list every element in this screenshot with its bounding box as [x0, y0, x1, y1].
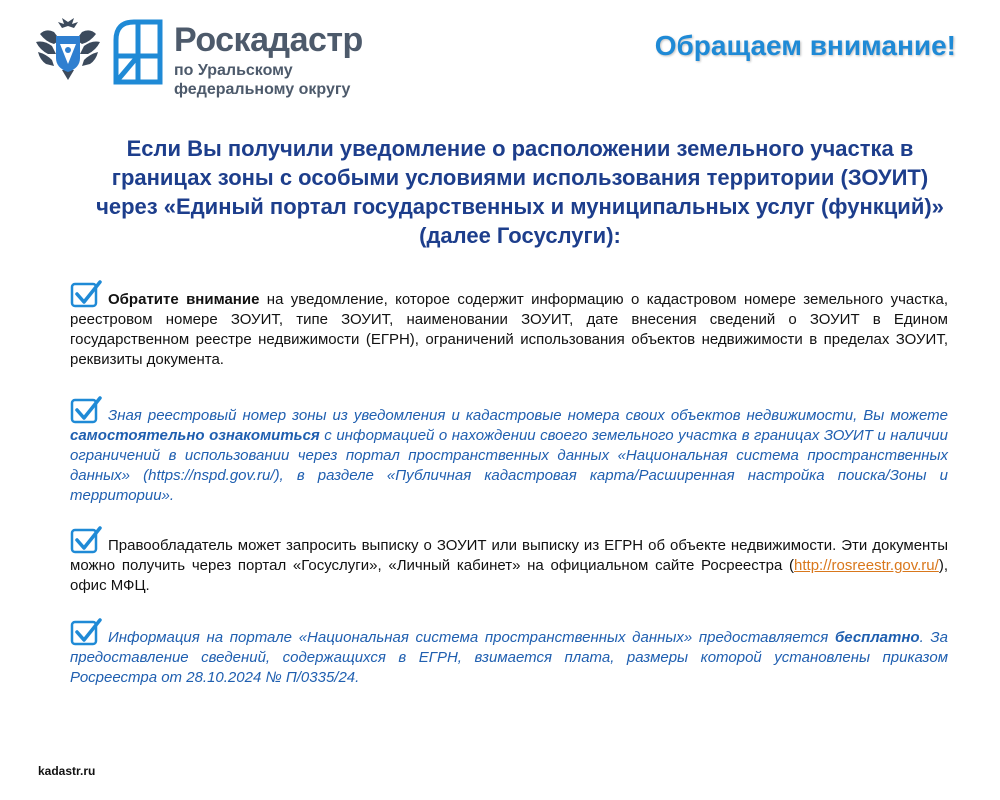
- free-text2: . За предоставление сведений, содержащихся в ЕГРН, взимается плата, размеры которой установлены приказом Росреестра от 28.10.2024 № П/0335/24.: [70, 629, 948, 686]
- attention-title: Обращаем внимание!: [654, 30, 956, 61]
- checkbox-checked-icon: [70, 618, 102, 646]
- brand-subtitle-line1: по Уральскому: [174, 62, 293, 79]
- header: [0, 0, 1000, 110]
- free-text1: Информация на портале «Национальная система пространственных данных» предоставляется: [108, 629, 835, 646]
- info-block-free: [70, 618, 948, 688]
- checkbox-checked-icon: [70, 526, 102, 554]
- checkbox-checked-icon: [70, 280, 102, 308]
- rosreestr-link[interactable]: http://rosreestr.gov.ru/: [794, 557, 939, 574]
- free-bold: бесплатно: [835, 629, 920, 646]
- brand: [174, 22, 363, 99]
- info-block-notice: [70, 280, 948, 370]
- info-block-self-check: [70, 396, 948, 506]
- brand-subtitle-line2: федеральному округу: [174, 81, 351, 98]
- self-check-bold: самостоятельно ознакомиться: [70, 427, 320, 444]
- brand-name: Роскадастр: [174, 21, 363, 59]
- self-check-text1: Зная реестровый номер зоны из уведомления и кадастровые номера своих объектов недвижимости, Вы можете: [108, 407, 948, 424]
- headline: Если Вы получили уведомление о расположении земельного участка в границах зоны с особыми условиями использования территории (ЗОУИТ) через «Единый портал государственных и муниципальных услуг (функций)» (далее Госуслуги):: [96, 136, 944, 248]
- roskadastr-logo-icon: [110, 16, 166, 88]
- extract-text1: Правообладатель может запросить выписку о ЗОУИТ или выписку из ЕГРН об объекте недвижимости. Эти документы можно получить через портал «Госуслуги», «Личный кабинет» на официальном сайте Росреестра (: [70, 537, 948, 574]
- eagle-emblem-icon: [32, 14, 104, 84]
- notice-bold: Обратите внимание: [108, 291, 260, 308]
- self-check-text2: с информацией о нахождении своего земельного участка в границах ЗОУИТ и наличии ограничений в использовании через портал пространственных данных «Национальная система пространственных данных» (https://nspd.gov.ru/), в разделе «Публичная кадастровая карта/Расширенная настройка поиска/Зоны и территории».: [70, 427, 948, 504]
- extract-text2: ), офис МФЦ.: [70, 557, 948, 594]
- info-block-extract: [70, 526, 948, 596]
- footer-site: kadastr.ru: [38, 764, 96, 778]
- checkbox-checked-icon: [70, 396, 102, 424]
- notice-text: на уведомление, которое содержит информацию о кадастровом номере земельного участка, реестровом номере ЗОУИТ, типе ЗОУИТ, наименовании ЗОУИТ, дате внесения сведений о ЗОУИТ в Едином государственном реестре недвижимости (ЕГРН), ограничений использования объектов недвижимости в пределах ЗОУИТ, реквизиты документа.: [70, 291, 948, 368]
